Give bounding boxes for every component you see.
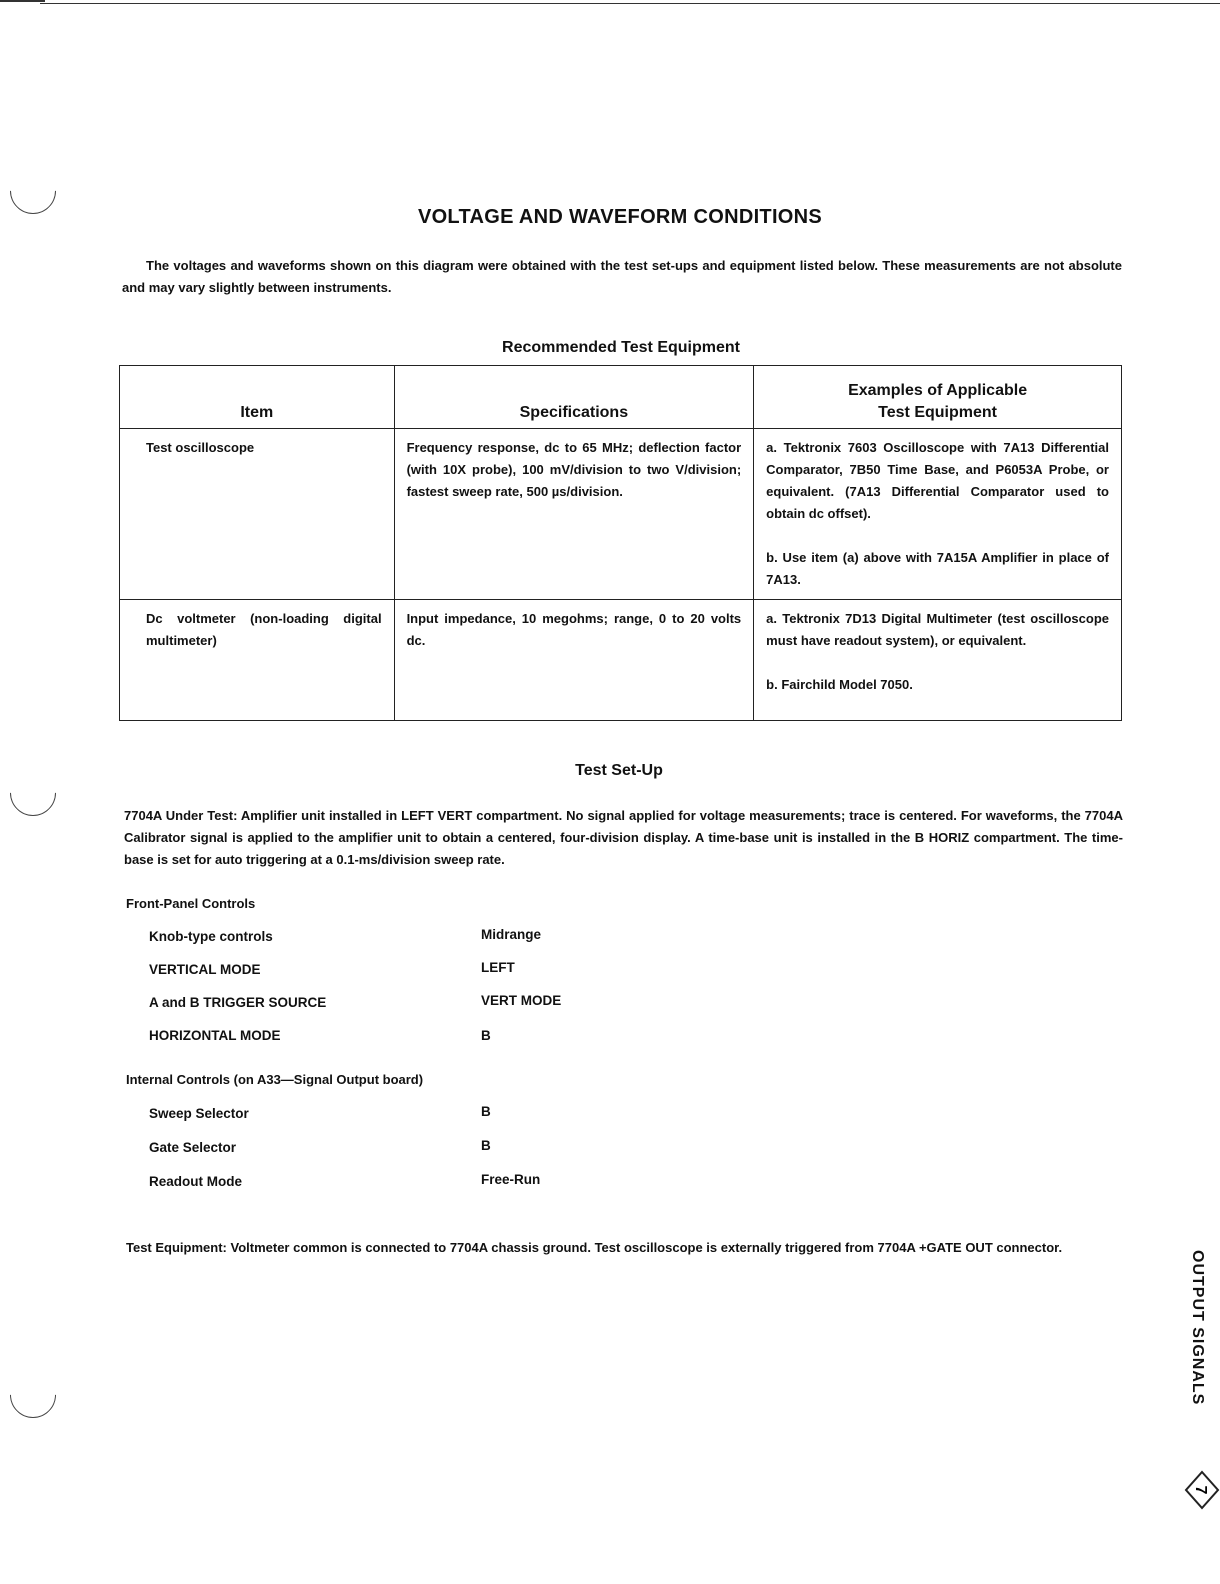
- table-caption: Recommended Test Equipment: [502, 339, 740, 356]
- control-name: A and B TRIGGER SOURCE: [149, 995, 327, 1010]
- control-name: Readout Mode: [149, 1174, 242, 1189]
- control-name: HORIZONTAL MODE: [149, 1028, 281, 1043]
- top-edge-rule: [0, 0, 45, 2]
- control-value: B: [481, 1028, 491, 1043]
- front-panel-heading: Front-Panel Controls: [126, 896, 256, 911]
- example-b: b. Use item (a) above with 7A15A Amplifier in place of 7A13.: [766, 550, 1109, 587]
- example-b: b. Fairchild Model 7050.: [766, 677, 913, 692]
- header-examples-line1: Examples of Applicable: [848, 382, 1028, 399]
- cell-spec: Frequency response, dc to 65 MHz; deflection factor (with 10X probe), 100 mV/division to two V/division; fastest sweep rate, 500 µs/division.: [394, 429, 754, 600]
- setup-paragraph: 7704A Under Test: Amplifier unit installed in LEFT VERT compartment. No signal applied for voltage measurements; trace is centered. For waveforms, the 7704A Calibrator signal is applied to the amplifier unit to obtain a centered, four-division display. A time-base unit is installed in the B HORIZ compartment. The time-base is set for auto triggering at a 0.1-ms/division sweep rate.: [124, 808, 1123, 867]
- binder-hole: [0, 1362, 65, 1427]
- control-value: Midrange: [481, 927, 542, 942]
- cell-examples: [754, 600, 1122, 721]
- control-name: Sweep Selector: [149, 1106, 249, 1121]
- top-rule: [40, 3, 1220, 4]
- diagram-number-diamond-icon: [1180, 1470, 1220, 1510]
- table-header-row: [120, 366, 1122, 429]
- test-equipment-note: Test Equipment: Voltmeter common is connected to 7704A chassis ground. Test oscilloscope is externally triggered from 7704A +GATE OUT connector.: [126, 1240, 1063, 1255]
- cell-examples: [754, 429, 1122, 600]
- intro-paragraph: The voltages and waveforms shown on this diagram were obtained with the test set-ups and equipment listed below. These measurements are not absolute and may vary slightly between instruments.: [122, 258, 1122, 295]
- page-title: VOLTAGE AND WAVEFORM CONDITIONS: [417, 206, 823, 228]
- header-examples-line2: Test Equipment: [878, 404, 997, 421]
- header-item: Item: [120, 366, 395, 429]
- header-examples: [754, 366, 1122, 429]
- cell-item: Test oscilloscope: [120, 429, 395, 600]
- example-a: a. Tektronix 7603 Oscilloscope with 7A13 Differential Comparator, 7B50 Time Base, and P6053A Probe, or equivalent. (7A13 Differential Comparator used to obtain dc offset).: [766, 440, 1109, 521]
- control-value: LEFT: [481, 960, 515, 975]
- table-row: [120, 600, 1122, 721]
- equipment-table: [119, 365, 1122, 721]
- control-value: Free-Run: [481, 1172, 541, 1187]
- control-value: B: [481, 1138, 491, 1153]
- section-side-tab: [1188, 1250, 1218, 1410]
- control-value: VERT MODE: [481, 993, 562, 1008]
- internal-controls-heading: Internal Controls (on A33—Signal Output board): [126, 1072, 424, 1087]
- table-row: [120, 429, 1122, 600]
- header-specifications: Specifications: [394, 366, 754, 429]
- setup-title: Test Set-Up: [575, 762, 663, 779]
- control-name: Knob-type controls: [149, 929, 273, 944]
- control-value: B: [481, 1104, 491, 1119]
- control-name: Gate Selector: [149, 1140, 237, 1155]
- diagram-number: 7: [1192, 1485, 1209, 1495]
- control-name: VERTICAL MODE: [149, 962, 261, 977]
- example-a: a. Tektronix 7D13 Digital Multimeter (test oscilloscope must have readout system), or equivalent.: [766, 611, 1109, 648]
- side-tab-label: OUTPUT SIGNALS: [1189, 1250, 1206, 1406]
- cell-spec: Input impedance, 10 megohms; range, 0 to 20 volts dc.: [394, 600, 754, 721]
- cell-item: Dc voltmeter (non-loading digital multimeter): [120, 600, 395, 721]
